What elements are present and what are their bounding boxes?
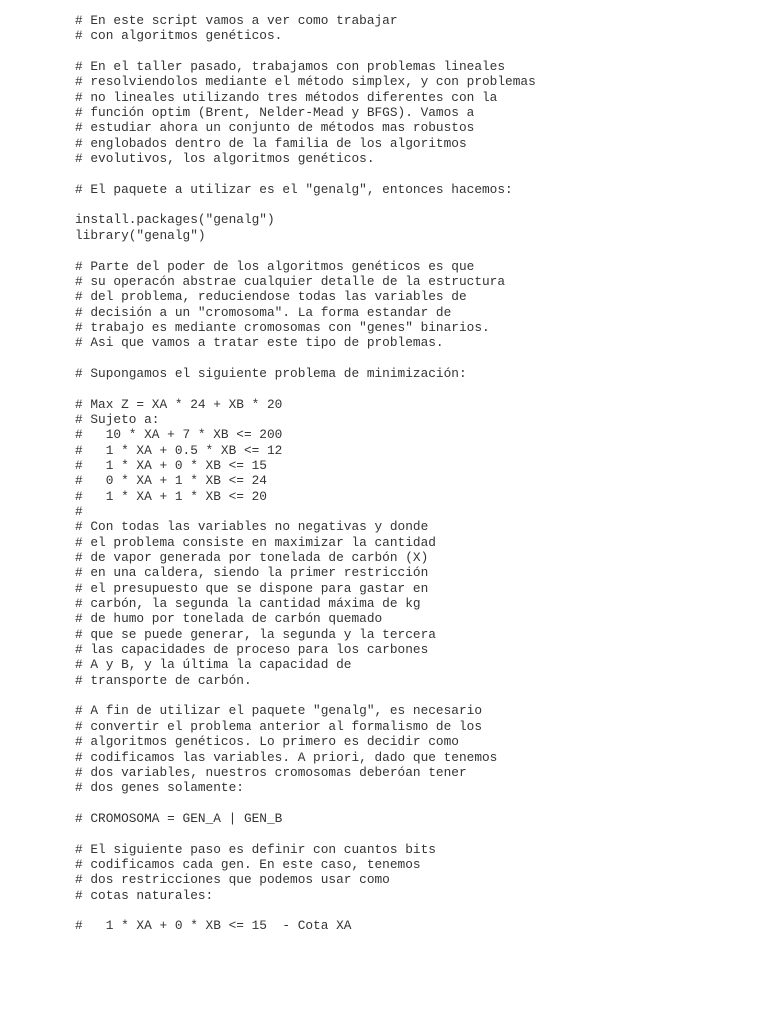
code-line: # En el taller pasado, trabajamos con problemas lineales [75, 59, 506, 75]
code-line: # 1 * XA + 1 * XB <= 20 [75, 488, 267, 504]
code-line: # resolviendolos mediante el método simplex, y con problemas [75, 74, 536, 90]
code-line [75, 688, 536, 703]
code-line: # dos genes solamente: [75, 780, 244, 796]
code-line: # que se puede generar, la segunda y la tercera [75, 626, 436, 642]
code-line: # con algoritmos genéticos. [75, 28, 283, 44]
code-line: library("genalg") [75, 227, 206, 243]
code-line [75, 903, 536, 918]
code-line: # Supongamos el siguiente problema de minimización: [75, 365, 467, 381]
code-line: # no lineales utilizando tres métodos diferentes con la [75, 89, 498, 105]
code-line: # de humo por tonelada de carbón quemado [75, 611, 383, 627]
code-line: # de vapor generada por tonelada de carbón (X) [75, 550, 429, 566]
code-line: # convertir el problema anterior al formalismo de los [75, 718, 483, 734]
code-line: # trabajo es mediante cromosomas con "genes" binarios. [75, 319, 490, 335]
code-line: # CROMOSOMA = GEN_A | GEN_B [75, 810, 283, 826]
code-line: # A y B, y la última la capacidad de [75, 657, 352, 673]
code-line [75, 381, 536, 396]
code-line: # Sujeto a: [75, 411, 160, 427]
code-line: # función optim (Brent, Nelder-Mead y BFGS). Vamos a [75, 105, 475, 121]
code-line: # Asi que vamos a tratar este tipo de problemas. [75, 335, 444, 351]
code-line: # El siguiente paso es definir con cuantos bits [75, 841, 436, 857]
code-line: # codificamos las variables. A priori, dado que tenemos [75, 749, 498, 765]
code-line: # 1 * XA + 0 * XB <= 15 - Cota XA [75, 918, 352, 934]
code-line: # el presupuesto que se dispone para gastar en [75, 580, 429, 596]
code-line: # las capacidades de proceso para los carbones [75, 642, 429, 658]
code-line: # algoritmos genéticos. Lo primero es decidir como [75, 734, 459, 750]
code-line: # 1 * XA + 0 * XB <= 15 [75, 457, 267, 473]
code-line: # englobados dentro de la familia de los algoritmos [75, 135, 467, 151]
code-line: # [75, 504, 83, 519]
code-line: # El paquete a utilizar es el "genalg", entonces hacemos: [75, 181, 513, 197]
code-line: # En este script vamos a ver como trabajar [75, 13, 398, 28]
code-line: # su operacón abstrae cualquier detalle de la estructura [75, 273, 506, 289]
code-line [75, 166, 536, 181]
code-line [75, 243, 536, 258]
code-line [75, 351, 536, 366]
code-line: # 0 * XA + 1 * XB <= 24 [75, 473, 267, 489]
code-line: # carbón, la segunda la cantidad máxima de kg [75, 596, 421, 612]
code-line: # A fin de utilizar el paquete "genalg", es necesario [75, 703, 483, 719]
code-line [75, 197, 536, 212]
code-line: # en una caldera, siendo la primer restricción [75, 565, 429, 581]
code-line: # codificamos cada gen. En este caso, tenemos [75, 856, 421, 872]
code-line: # transporte de carbón. [75, 672, 252, 688]
code-line: # Con todas las variables no negativas y donde [75, 519, 429, 535]
code-line [75, 796, 536, 811]
code-line: # decisión a un "cromosoma". La forma estandar de [75, 304, 452, 320]
code-line: # del problema, reduciendose todas las variables de [75, 289, 467, 305]
code-line: install.packages("genalg") [75, 212, 275, 228]
code-line: # 10 * XA + 7 * XB <= 200 [75, 427, 283, 443]
code-line: # dos variables, nuestros cromosomas deberóan tener [75, 764, 467, 780]
code-line: # evolutivos, los algoritmos genéticos. [75, 151, 375, 167]
code-line: # cotas naturales: [75, 887, 214, 903]
code-listing [75, 13, 536, 934]
code-line [75, 826, 536, 841]
code-line: # Max Z = XA * 24 + XB * 20 [75, 396, 283, 412]
code-line [75, 44, 536, 59]
code-line: # 1 * XA + 0.5 * XB <= 12 [75, 442, 283, 458]
code-line: # dos restricciones que podemos usar como [75, 872, 390, 888]
code-line: # el problema consiste en maximizar la cantidad [75, 534, 436, 550]
code-line: # Parte del poder de los algoritmos genéticos es que [75, 258, 475, 274]
code-line: # estudiar ahora un conjunto de métodos mas robustos [75, 120, 475, 136]
